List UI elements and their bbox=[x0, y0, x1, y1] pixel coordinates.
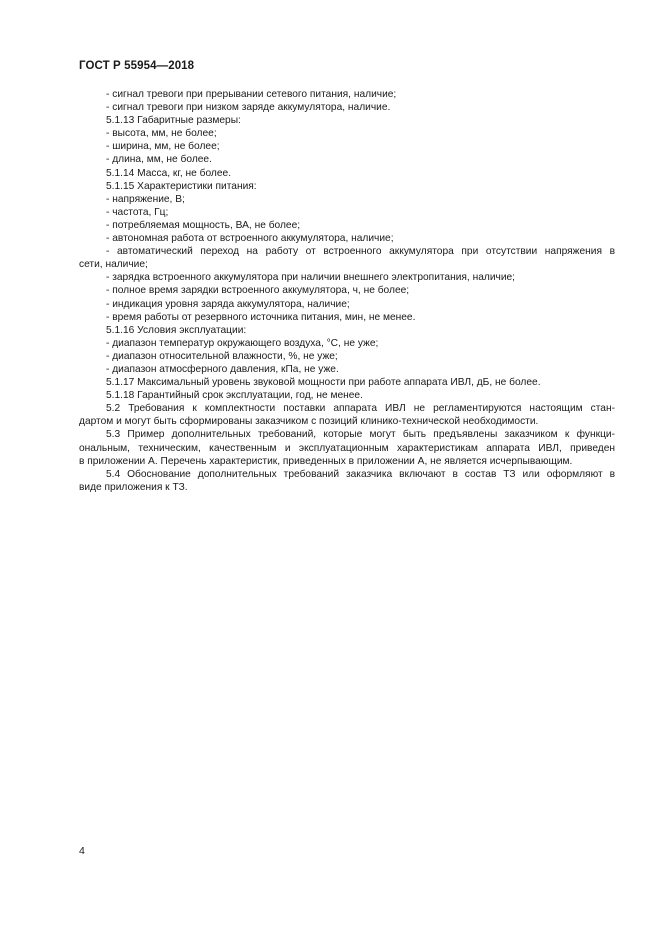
text-line: - длина, мм, не более. bbox=[106, 154, 212, 166]
text-line: - сигнал тревоги при низком заряде аккумулятора, наличие. bbox=[106, 102, 391, 114]
text-line: виде приложения к ТЗ. bbox=[79, 481, 188, 493]
text-line: 5.1.13 Габаритные размеры: bbox=[106, 115, 241, 127]
text-line: в приложении А. Перечень характеристик, приведенных в приложении А, не является исчерпывающим. bbox=[79, 455, 573, 467]
text-line: 5.1.15 Характеристики питания: bbox=[106, 180, 257, 192]
text-line: дартом и могут быть сформированы заказчиком с позиций клинико-технической необходимости. bbox=[79, 416, 539, 428]
text-line: 5.1.17 Максимальный уровень звуковой мощности при работе аппарата ИВЛ, дБ, не более. bbox=[106, 377, 541, 389]
text-line: - ширина, мм, не более; bbox=[106, 141, 220, 153]
document-body bbox=[79, 88, 615, 494]
text-line: - диапазон относительной влажности, %, не уже; bbox=[106, 350, 338, 362]
text-line: 5.4 Обоснование дополнительных требований заказчика включают в состав ТЗ или оформляют в bbox=[106, 468, 615, 480]
document-header: ГОСТ Р 55954—2018 bbox=[79, 60, 195, 72]
text-line: - зарядка встроенного аккумулятора при наличии внешнего электропитания, наличие; bbox=[106, 272, 516, 284]
text-line: - напряжение, В; bbox=[106, 193, 185, 205]
text-line: 5.1.14 Масса, кг, не более. bbox=[106, 167, 232, 179]
text-line: - индикация уровня заряда аккумулятора, наличие; bbox=[106, 298, 350, 310]
text-line: 5.1.16 Условия эксплуатации: bbox=[106, 324, 247, 336]
text-line: - диапазон температур окружающего воздуха, °С, не уже; bbox=[106, 337, 379, 349]
text-line: 5.1.18 Гарантийный срок эксплуатации, год, не менее. bbox=[106, 390, 363, 402]
text-line: - время работы от резервного источника питания, мин, не менее. bbox=[106, 311, 416, 323]
text-line: - частота, Гц; bbox=[106, 206, 169, 218]
text-line: сети, наличие; bbox=[79, 259, 148, 271]
text-line: 5.2 Требования к комплектности поставки аппарата ИВЛ не регламентируются настоящим стан- bbox=[106, 403, 615, 415]
text-line: ональным, техническим, качественным и эксплуатационным характеристикам аппарата ИВЛ, приведен bbox=[79, 442, 615, 454]
text-line: - автономная работа от встроенного аккумулятора, наличие; bbox=[106, 233, 394, 245]
text-line: - диапазон атмосферного давления, кПа, не уже. bbox=[106, 363, 339, 375]
text-line: - потребляемая мощность, ВА, не более; bbox=[106, 219, 301, 231]
text-line: - высота, мм, не более; bbox=[106, 128, 217, 140]
text-line: - сигнал тревоги при прерывании сетевого питания, наличие; bbox=[106, 89, 397, 100]
text-line: - полное время зарядки встроенного аккумулятора, ч, не более; bbox=[106, 285, 410, 297]
text-line: - автоматический переход на работу от встроенного аккумулятора при отсутствии напряжения в bbox=[106, 246, 615, 258]
page-number: 4 bbox=[79, 845, 85, 857]
text-line: 5.3 Пример дополнительных требований, которые могут быть предъявлены заказчиком к функци- bbox=[106, 429, 615, 441]
